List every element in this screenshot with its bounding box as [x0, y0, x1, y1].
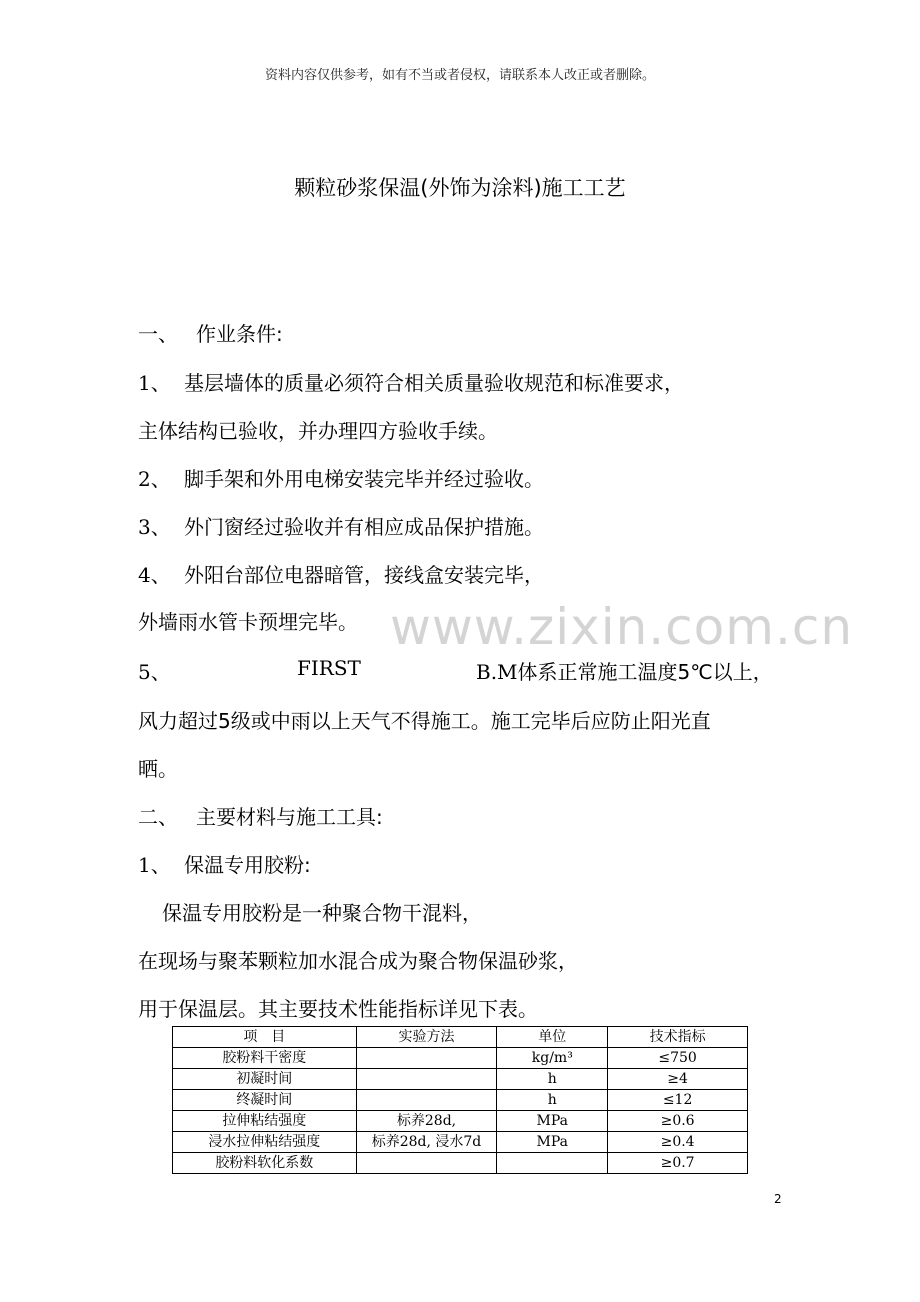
table-row	[173, 1069, 748, 1090]
list-item-5-line3: 晒。	[138, 757, 178, 781]
section-number: 二、	[138, 805, 178, 829]
item-text-system: 体系正常施工温度5℃以上，	[517, 660, 773, 684]
list-item-4	[138, 559, 544, 588]
table-cell	[356, 1048, 497, 1069]
table-cell	[356, 1090, 497, 1111]
paragraph-line-1: 保温专用胶粉是一种聚合物干混料，	[162, 901, 482, 925]
table-cell: MPa	[497, 1132, 608, 1153]
table-cell: ≥4	[608, 1069, 748, 1090]
list-item-4-line2: 外墙雨水管卡预埋完毕。	[138, 610, 358, 634]
table-row	[173, 1048, 748, 1069]
item-text: 基层墙体的质量必须符合相关质量验收规范和标准要求，	[184, 371, 684, 395]
spec-table	[172, 1026, 748, 1174]
header-note: 资料内容仅供参考，如有不当或者侵权，请联系本人改正或者删除。	[264, 68, 655, 83]
item-text: 外阳台部位电器暗管，接线盒安装完毕，	[184, 563, 544, 587]
paragraph-line-2: 在现场与聚苯颗粒加水混合成为聚合物保温砂浆，	[138, 949, 578, 973]
table-header: 项 目	[173, 1027, 357, 1048]
table-cell: 胶粉料软化系数	[173, 1153, 357, 1174]
list-item-3	[138, 511, 544, 540]
item-text: 外门窗经过验收并有相应成品保护措施。	[184, 515, 544, 539]
table-cell	[497, 1153, 608, 1174]
table-cell: 浸水拉伸粘结强度	[173, 1132, 357, 1153]
item-number: 4、	[138, 563, 171, 587]
section-label: 主要材料与施工工具:	[196, 805, 383, 829]
list-item-1	[138, 367, 684, 396]
item-number: 1、	[138, 853, 171, 877]
item-text: 脚手架和外用电梯安装完毕并经过验收。	[184, 467, 544, 491]
table-header-row	[173, 1027, 748, 1048]
item-text-rest	[476, 656, 773, 685]
item-text-bm: B.M	[476, 660, 518, 684]
subsection-item-1	[138, 849, 311, 878]
table-header: 实验方法	[356, 1027, 497, 1048]
table-cell	[356, 1153, 497, 1174]
section-heading-2	[138, 801, 383, 830]
table-row	[173, 1132, 748, 1153]
page-number: 2	[774, 1192, 782, 1206]
item-number: 1、	[138, 371, 171, 395]
table-cell: h	[497, 1069, 608, 1090]
section-label: 作业条件:	[196, 322, 283, 346]
list-item-1-line2: 主体结构已验收，并办理四方验收手续。	[138, 419, 498, 443]
table-row	[173, 1153, 748, 1174]
table-cell: 标养28d, 浸水7d	[356, 1132, 497, 1153]
table-cell: ≤12	[608, 1090, 748, 1111]
table-cell: 胶粉料干密度	[173, 1048, 357, 1069]
watermark: www.zixin.com.cn	[390, 598, 854, 656]
table-cell: 终凝时间	[173, 1090, 357, 1111]
table-cell: 初凝时间	[173, 1069, 357, 1090]
table-cell: kg/m³	[497, 1048, 608, 1069]
table-cell: 拉伸粘结强度	[173, 1111, 357, 1132]
table-cell: MPa	[497, 1111, 608, 1132]
item-number: 3、	[138, 515, 171, 539]
item-number: 5、	[138, 660, 171, 684]
list-item-5-num	[138, 656, 184, 685]
section-heading-1	[138, 318, 283, 347]
table-header: 技术指标	[608, 1027, 748, 1048]
table-header: 单位	[497, 1027, 608, 1048]
table-cell	[356, 1069, 497, 1090]
paragraph-line-3: 用于保温层。其主要技术性能指标详见下表。	[138, 997, 538, 1021]
table-row	[173, 1090, 748, 1111]
table-cell: ≤750	[608, 1048, 748, 1069]
table-cell: ≥0.6	[608, 1111, 748, 1132]
table-cell: 标养28d,	[356, 1111, 497, 1132]
section-number: 一、	[138, 322, 178, 346]
item-text-first: FIRST	[297, 656, 361, 680]
document-title: 颗粒砂浆保温(外饰为涂料)施工工艺	[294, 176, 626, 200]
item-number: 2、	[138, 467, 171, 491]
item-text: 保温专用胶粉:	[184, 853, 311, 877]
list-item-5-line2: 风力超过5级或中雨以上天气不得施工。施工完毕后应防止阳光直	[138, 709, 711, 733]
list-item-2	[138, 463, 544, 492]
table-cell: h	[497, 1090, 608, 1111]
table-row	[173, 1111, 748, 1132]
table-cell: ≥0.4	[608, 1132, 748, 1153]
table-cell: ≥0.7	[608, 1153, 748, 1174]
